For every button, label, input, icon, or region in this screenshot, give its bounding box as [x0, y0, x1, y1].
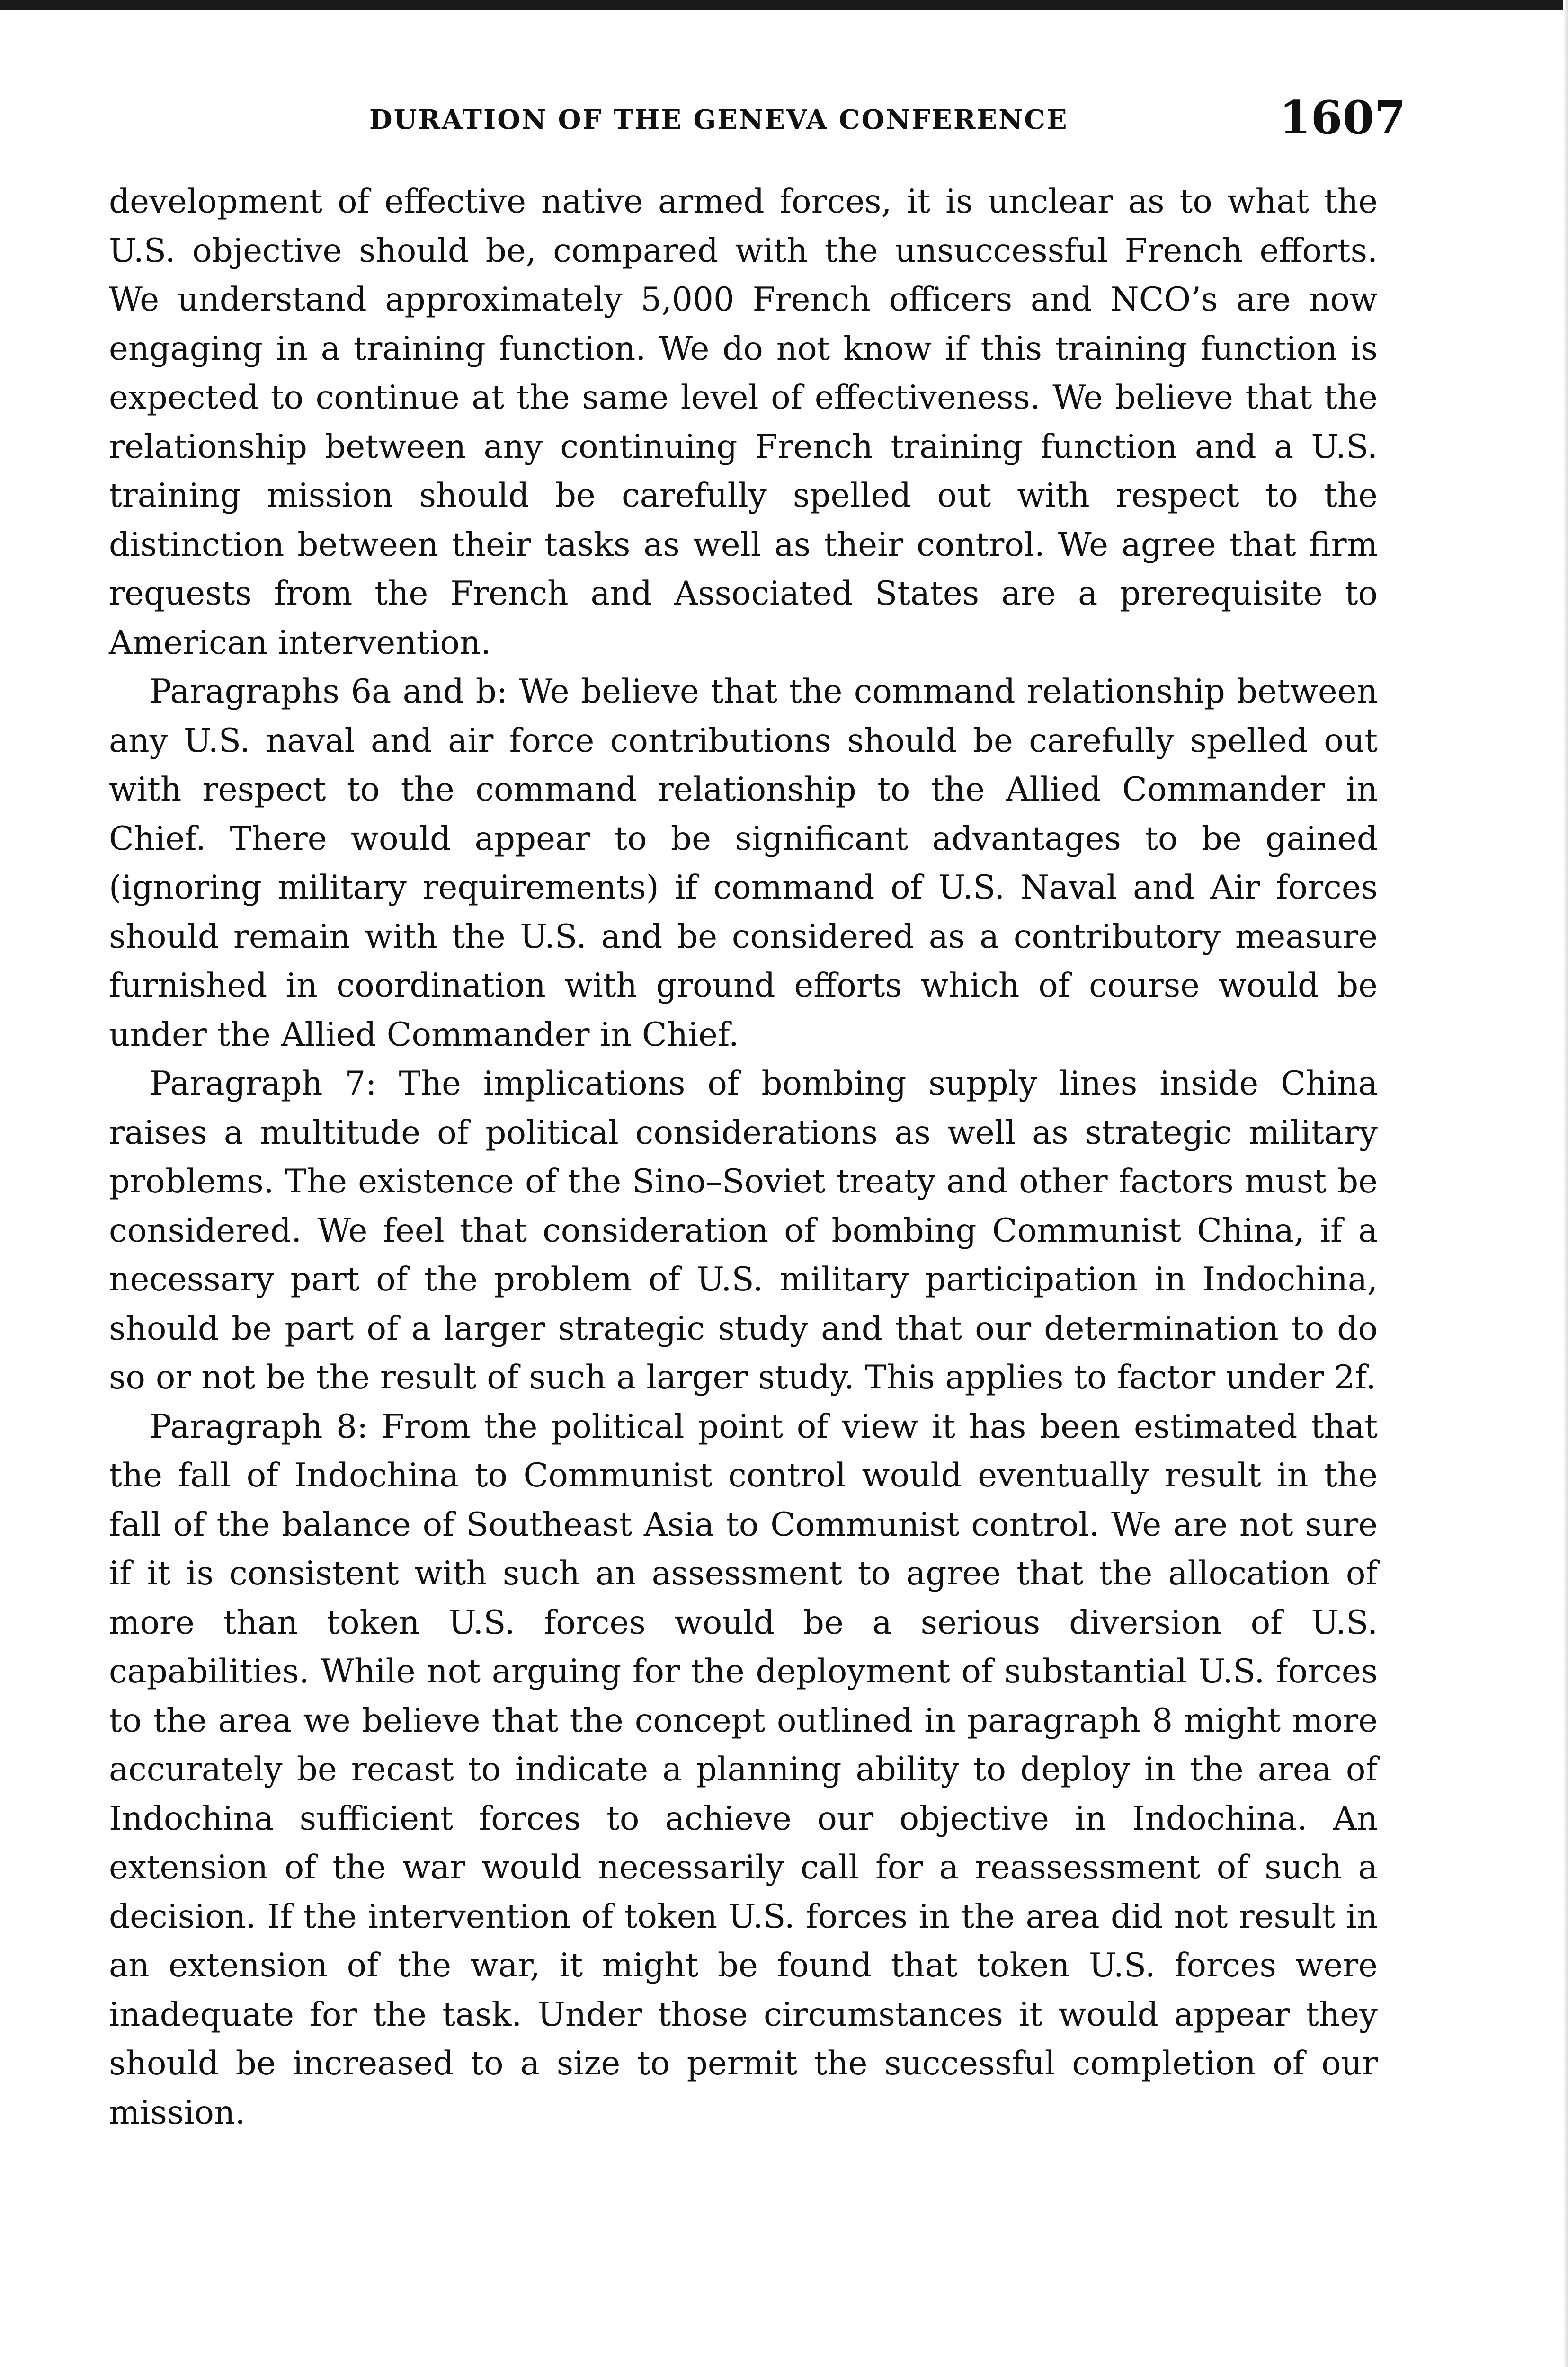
paragraph-6ab: Paragraphs 6a and b: We believe that the command relationship between any U.S. naval and air force contributions should be carefully spelled out with respect to the command relationship to the Allied Commander in Chief. There would appear to be significant advantages to be gained (ignoring military requirements) if command of U.S. Naval and Air forces should remain with the U.S. and be considered as a contributory measure furnished in coordination with ground efforts which of course would be under the Allied Commander in Chief. [109, 673, 1378, 1054]
page-edge-shadow [1563, 0, 1568, 2367]
page-number: 1607 [1279, 91, 1406, 144]
paragraph-8: Paragraph 8: From the political point of view it has been estimated that the fall of Indochina to Communist control would eventually result in the fall of the balance of Southeast Asia to Communist control. We are not sure if it is consistent with such an assessment to agree that the allocation of more than token U.S. forces would be a serious diversion of U.S. capabilities. While not arguing for the deployment of substantial U.S. forces to the area we believe that the concept outlined in paragraph 8 might more accurately be recast to indicate a planning ability to deploy in the area of Indochina sufficient forces to achieve our objective in Indochina. An extension of the war would necessarily call for a reassessment of such a decision. If the intervention of token U.S. forces in the area did not result in an extension of the war, it might be found that token U.S. forces were inadequate for the task. Under those circumstances it would appear they should be increased to a size to permit the successful completion of our mission. [109, 1407, 1378, 2132]
paragraph-7: Paragraph 7: The implications of bombing supply lines inside China raises a multitude of political considerations as well as strategic military problems. The existence of the Sino–Soviet treaty and other factors must be considered. We feel that consideration of bombing Communist China, if a necessary part of the problem of U.S. military participation in Indochina, should be part of a larger strategic study and that our determination to do so or not be the result of such a larger study. This applies to factor under 2f. [109, 1065, 1378, 1397]
body-text [109, 178, 1378, 2137]
paragraph-continuation: development of effective native armed forces, it is unclear as to what the U.S. objective should be, compared with the unsuccessful French efforts. We understand approximately 5,000 French officers and NCO’s are now engaging in a training function. We do not know if this training function is expected to continue at the same level of effectiveness. We believe that the relationship between any continuing French training function and a U.S. training mission should be carefully spelled out with respect to the distinction between their tasks as well as their control. We agree that firm requests from the French and Associated States are a prerequisite to American intervention. [109, 183, 1378, 662]
top-edge-rule [0, 0, 1568, 10]
running-head: DURATION OF THE GENEVA CONFERENCE [369, 104, 1069, 135]
